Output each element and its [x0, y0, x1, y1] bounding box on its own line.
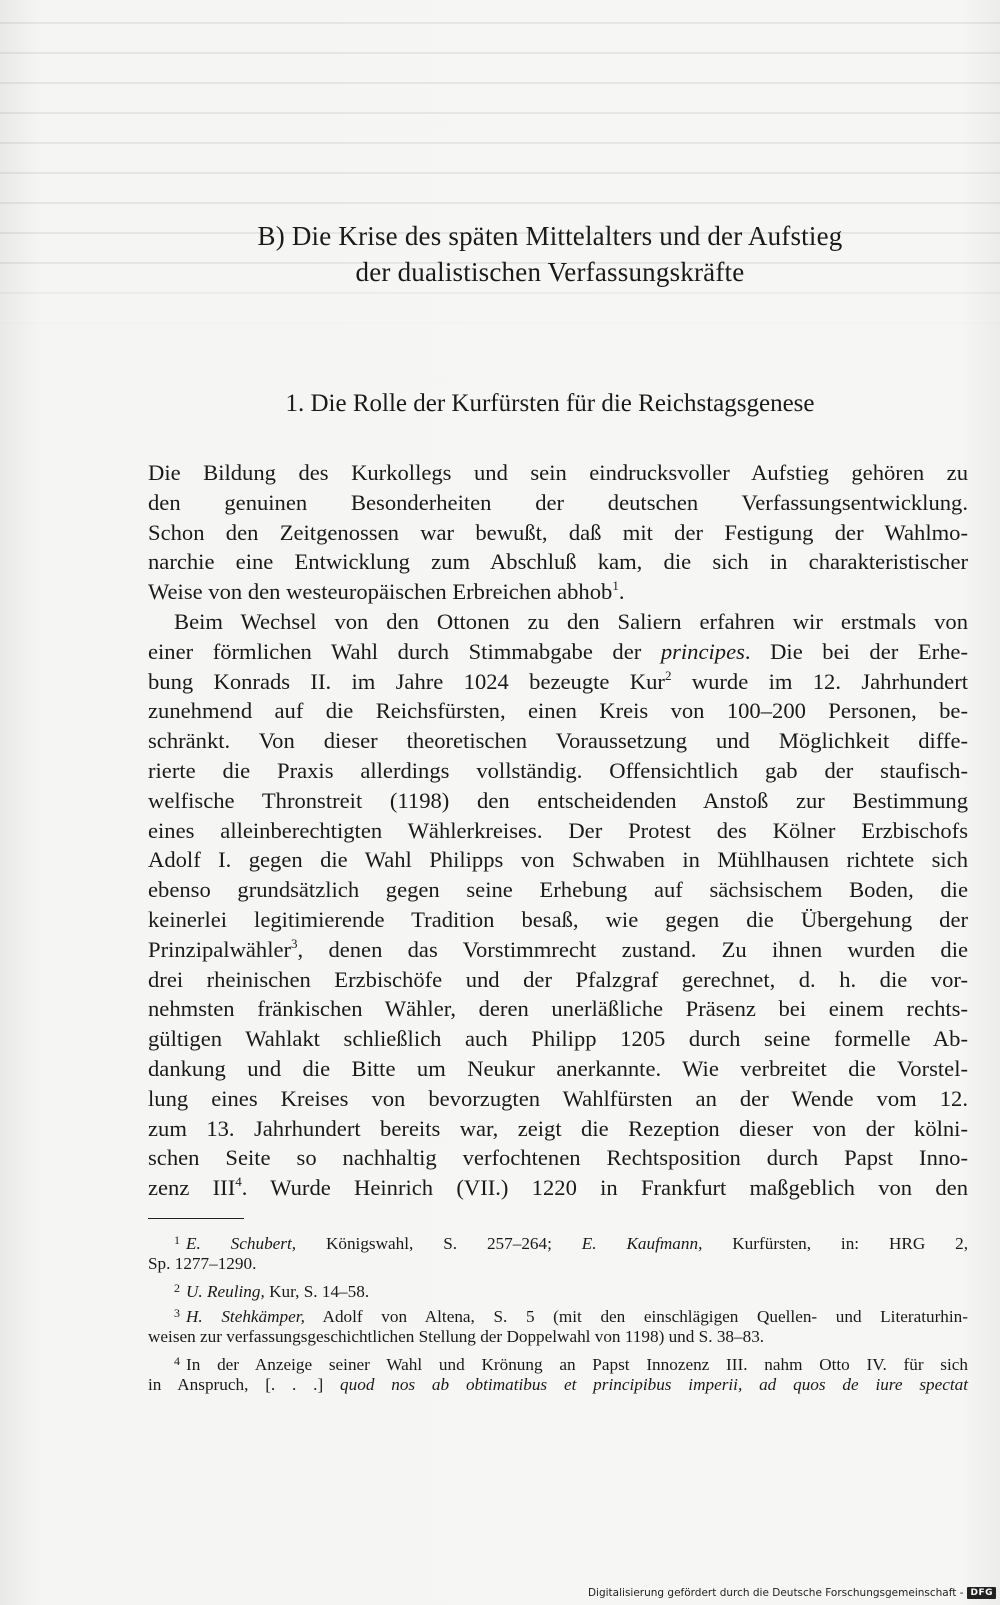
body-line: keinerlei legitimierende Tradition besaß, wie gegen die Übergehung der: [148, 906, 968, 932]
body-line: den genuinen Besonderheiten der deutschen Verfassungsentwicklung.: [148, 489, 968, 515]
footnote-line: [148, 1276, 968, 1300]
footnote-number: 2: [174, 1281, 180, 1296]
body-line: rierte die Praxis allerdings vollständig. Offensichtlich gab der staufisch-: [148, 757, 968, 783]
body-line: ebenso grundsätzlich gegen seine Erhebung auf sächsischem Boden, die: [148, 877, 968, 903]
body-line: welfische Thronstreit (1198) den entscheidenden Anstoß zur Bestimmung: [148, 787, 968, 813]
body-line: eines alleinberechtigten Wählerkreises. Der Protest des Kölner Erzbischofs: [148, 817, 968, 843]
chapter-heading-line-1: B) Die Krise des späten Mittelalters und der Aufstieg: [257, 221, 843, 251]
body-line: Schon den Zeitgenossen war bewußt, daß mit der Festigung der Wahlmo-: [148, 519, 968, 545]
body-text-span: Weise von den westeuropäischen Erbreichen abhob: [148, 579, 613, 605]
body-text-span: . Wurde Heinrich (VII.) 1220 in Frankfurt maßgeblich von den: [241, 1175, 968, 1201]
body-text: [148, 458, 968, 1203]
body-text-span: einer förmlichen Wahl durch Stimmabgabe der: [148, 638, 661, 664]
italic-term: principes: [660, 638, 745, 664]
footnote-number: 1: [174, 1233, 180, 1247]
body-line: schränkt. Von dieser theoretischen Voraussetzung und Möglichkeit diffe-: [148, 728, 968, 754]
footnote-author: E. Schubert,: [186, 1234, 297, 1253]
footnote-ref: 2: [664, 667, 672, 683]
body-line: schen Seite so nachhaltig verfochtenen Rechtsposition durch Papst Inno-: [148, 1145, 968, 1171]
body-line: zum 13. Jahrhundert bereits war, zeigt die Rezeption dieser von der kölni-: [148, 1115, 968, 1141]
footnote-line: [148, 1349, 968, 1373]
footnote-text: Kur, S. 14–58.: [264, 1282, 370, 1302]
footnote-ref: 1: [612, 578, 619, 594]
digitization-footer: [588, 1584, 996, 1602]
chapter-heading: [150, 218, 950, 290]
footnote-line: [148, 1301, 968, 1325]
body-text-span: zenz III: [148, 1175, 236, 1201]
body-line: [148, 577, 968, 607]
body-line: [148, 935, 968, 965]
footnote-text: Adolf von Altena, S. 5 (mit den einschlägigen Quellen- und Literaturhin-: [304, 1306, 968, 1326]
footnote-latin-quote: quod nos ab obtimatibus et principibus imperii, ad quos de iure spectat: [340, 1375, 969, 1395]
footnote-author: H. Stehkämper,: [186, 1306, 305, 1326]
footnote-text: In der Anzeige seiner Wahl und Krönung an Papst Innozenz III. nahm Otto IV. für sich: [186, 1354, 968, 1374]
footnote-ref: 3: [291, 935, 298, 951]
section-heading: 1. Die Rolle der Kurfürsten für die Reichstagsgenese: [285, 390, 815, 417]
footnote-ref: 4: [235, 1174, 242, 1190]
body-text-span: Prinzipalwähler: [148, 936, 292, 962]
footnote-text: Königswahl, S. 257–264;: [296, 1234, 582, 1253]
body-text-span: , denen das Vorstimmrecht zustand. Zu ihnen wurden die: [297, 936, 968, 962]
body-line: gültigen Wahlakt schließlich auch Philipp 1205 durch seine formelle Ab-: [148, 1026, 968, 1052]
body-text-span: . Die bei der Erhe-: [744, 638, 968, 664]
footnote-author: E. Kaufmann,: [581, 1234, 703, 1253]
footnotes: [148, 1228, 968, 1397]
chapter-heading-line-2: der dualistischen Verfassungskräfte: [355, 257, 745, 287]
body-line: [148, 637, 968, 667]
body-line: nehmsten fränkischen Wähler, deren unerläßliche Präsenz bei einem rechts-: [148, 996, 968, 1022]
footnote-text: in Anspruch, [. . .]: [148, 1375, 341, 1395]
footnote-separator: [148, 1218, 244, 1219]
footnote-number: 3: [174, 1305, 180, 1320]
body-line: [148, 667, 968, 697]
footnote-line: [148, 1228, 968, 1252]
footnote-line: weisen zur verfassungsgeschichtlichen Stellung der Doppelwahl von 1198) und S. 38–83.: [148, 1326, 765, 1346]
body-text-span: .: [618, 579, 625, 605]
body-line: narchie eine Entwicklung zum Abschluß kam, die sich in charakteristischer: [148, 549, 968, 575]
body-line: lung eines Kreises von bevorzugten Wahlfürsten an der Wende vom 12.: [148, 1085, 968, 1111]
dfg-logo-icon: DFG: [967, 1587, 996, 1599]
footer-credit-text: Digitalisierung gefördert durch die Deutsche Forschungsgemeinschaft -: [587, 1587, 964, 1599]
footnote-line: [148, 1373, 968, 1397]
body-text-span: wurde im 12. Jahrhundert: [671, 668, 969, 694]
footnote-text: Kurfürsten, in: HRG 2,: [702, 1234, 969, 1253]
footnote-author: U. Reuling,: [186, 1282, 265, 1302]
body-line: dankung und die Bitte um Neukur anerkannte. Wie verbreitet die Vorstel-: [148, 1055, 968, 1081]
body-line: Adolf I. gegen die Wahl Philipps von Schwaben in Mühlhausen richtete sich: [148, 847, 968, 873]
body-line: zunehmend auf die Reichsfürsten, einen Kreis von 100–200 Personen, be-: [148, 698, 968, 724]
body-line: Die Bildung des Kurkollegs und sein eindrucksvoller Aufstieg gehören zu: [148, 460, 968, 485]
body-line: drei rheinischen Erzbischöfe und der Pfalzgraf gerechnet, d. h. die vor-: [148, 966, 968, 992]
footnote-line: Sp. 1277–1290.: [148, 1254, 257, 1274]
body-line: [148, 1173, 968, 1203]
footnote-number: 4: [174, 1353, 180, 1368]
body-line: Beim Wechsel von den Ottonen zu den Saliern erfahren wir erstmals von: [174, 608, 968, 634]
body-text-span: bung Konrads II. im Jahre 1024 bezeugte Kur: [148, 668, 665, 694]
